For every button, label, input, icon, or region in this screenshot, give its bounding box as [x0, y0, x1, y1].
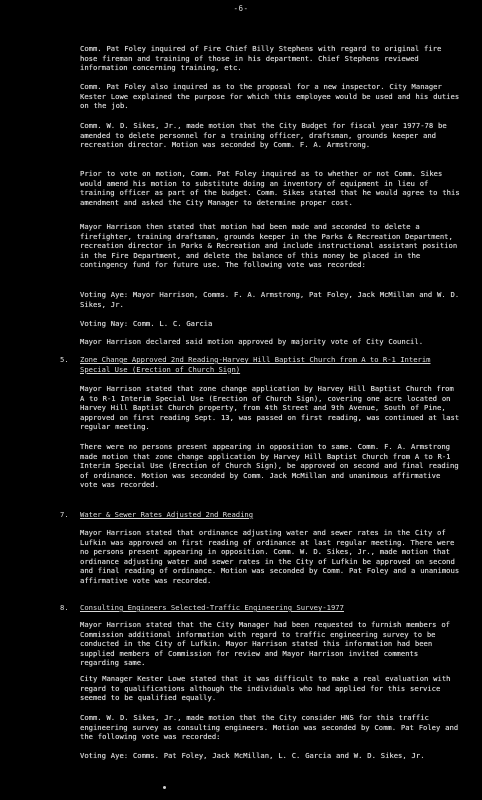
page-number: -6-: [233, 4, 249, 13]
paragraph-hns-motion: Comm. W. D. Sikes, Jr., made motion that the City consider HNS for this traffic engineering survey as consulting engineers. Motion was seconded by Comm. Pat Foley and the following vote was recorded:: [80, 713, 459, 741]
section-number: 5.: [60, 355, 69, 364]
scan-speck: [163, 786, 166, 789]
section-heading: Zone Change Approved 2nd Reading-Harvey Hill Baptist Church from A to R-1 Interim Special Use (Erection of Church Sign): [80, 355, 431, 374]
motion-result: Mayor Harrison declared said motion approved by majority vote of City Council.: [80, 337, 424, 346]
vote-nay-budget: Voting Nay: Comm. L. C. Garcia: [80, 319, 213, 328]
paragraph-traffic-survey-request: Mayor Harrison stated that the City Manager had been requested to furnish members of Commission additional information with regard to traffic engineering survey to be conducted in the City of Lufkin. Mayor Harrison stated this information had been supplied members of Commission for review and Mayor Harrison invited comments regarding same.: [80, 620, 450, 667]
vote-aye-traffic-survey: Voting Aye: Comms. Pat Foley, Jack McMillan, L. C. Garcia and W. D. Sikes, Jr.: [80, 751, 425, 760]
paragraph-fire-chief-training: Comm. Pat Foley inquired of Fire Chief Billy Stephens with regard to original fire hose fireman and training of those in his department. Chief Stephens reviewed information concerning training, etc.: [80, 44, 442, 72]
paragraph-new-inspector: Comm. Pat Foley also inquired as to the proposal for a new inspector. City Manager Kester Lowe explained the purpose for which this employee would be used and his duties on the job.: [80, 82, 460, 110]
section-zone-change: [60, 355, 460, 374]
paragraph-budget-motion: Comm. W. D. Sikes, Jr., made motion that the City Budget for fiscal year 1977-78 be amended to delete personnel for a training officer, draftsman, grounds keeper and recreation director. Motion was seconded by Comm. F. A. Armstrong.: [80, 121, 447, 149]
paragraph-water-sewer-rates: Mayor Harrison stated that ordinance adjusting water and sewer rates in the City of Lufkin was approved on first reading of ordinance at last regular meeting. There were no persons present appearing in opposition. Comm. W. D. Sikes, Jr., made motion that ordinance adjusting water and sewer rates in the City of Lufkin be approved on second and final reading of ordinance. Motion was seconded by Comm. Pat Foley and a unanimous affirmative vote was recorded.: [80, 528, 460, 585]
section-consulting-engineers: [60, 603, 460, 613]
paragraph-city-manager-evaluation: City Manager Kester Lowe stated that it was difficult to make a real evaluation with regard to qualifications although the individuals who had applied for this service seemed to be qualified equally.: [80, 674, 451, 702]
paragraph-motion-restated: Mayor Harrison then stated that motion had been made and seconded to delete a firefighter, training draftsman, grounds keeper in the Parks & Recreation Department, recreation director in Parks & Recreation and include instructional assistant position in the Fire Department, and delete the balance of this money be placed in the contingency fund for future use. The following vote was recorded:: [80, 222, 458, 269]
section-number: 7.: [60, 510, 69, 519]
paragraph-zone-change-background: Mayor Harrison stated that zone change application by Harvey Hill Baptist Church from A to R-1 Interim Special Use (Erection of Church Sign), covering one acre located on Harvey Hill Baptist Church property, from 4th Street and 9th Avenue, South of Pine, approved on first reading Sept. 13, was passed on first reading, was continued at last regular meeting.: [80, 384, 460, 431]
section-heading: Consulting Engineers Selected-Traffic Engineering Survey-1977: [80, 603, 344, 612]
vote-aye-budget: Voting Aye: Mayor Harrison, Comms. F. A. Armstrong, Pat Foley, Jack McMillan and W. D. Sikes, Jr.: [80, 290, 460, 309]
paragraph-zone-change-motion: There were no persons present appearing in opposition to same. Comm. F. A. Armstrong made motion that zone change application by Harvey Hill Baptist Church from A to R-1 Interim Special Use (Erection of Church Sign), be approved on second and final reading of ordinance. Motion was seconded by Comm. Jack McMillan and unanimous affirmative vote was recorded.: [80, 442, 459, 489]
section-number: 8.: [60, 603, 69, 612]
section-water-sewer: [60, 510, 460, 520]
section-heading: Water & Sewer Rates Adjusted 2nd Reading: [80, 510, 254, 519]
paragraph-motion-amendment: Prior to vote on motion, Comm. Pat Foley inquired as to whether or not Comm. Sikes would amend his motion to substitute doing an inventory of equipment in lieu of training officer as part of the budget. Comm. Sikes stated that he would agree to this amendment and asked the City Manager to determine proper cost.: [80, 169, 460, 207]
